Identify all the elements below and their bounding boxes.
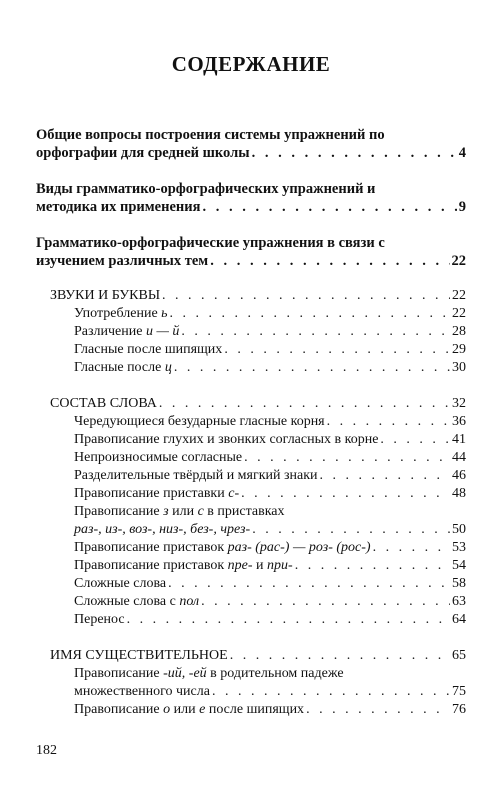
page-ref: 44 [452,450,466,465]
dot-leader [380,431,450,449]
dot-leader [252,521,450,539]
toc-item[interactable]: Непроизносимые согласные . . . 44 [74,449,466,467]
dot-leader [224,341,450,359]
page-ref: 22 [452,288,466,303]
dot-leader [373,539,450,557]
toc-item[interactable]: Перенос . . . 64 [74,611,466,629]
page-ref: 63 [452,594,466,609]
page-ref: 58 [452,576,466,591]
toc-item[interactable]: Чередующиеся безударные гласные корня . . . 36 [74,413,466,431]
page-ref: 29 [452,342,466,357]
page-ref: 41 [452,432,466,447]
toc-part-sounds[interactable] [50,287,466,305]
dot-leader [320,467,450,485]
page-ref: 48 [452,486,466,501]
toc-part-label: ИМЯ СУЩЕСТВИТЕЛЬНОЕ [50,648,228,663]
toc-part-composition[interactable] [50,395,466,413]
page-ref: 4 [458,145,466,161]
toc-section-general[interactable] [36,126,466,162]
dot-leader [327,413,450,431]
toc-section-topics[interactable] [36,234,466,270]
toc-section-types[interactable] [36,180,466,216]
page-number: 182 [36,743,57,758]
toc-section-text-line1: Грамматико-орфографические упражнения в связи с [36,235,385,251]
toc-item[interactable]: Гласные после шипящих . . . 29 [74,341,466,359]
toc-section-line2 [36,144,466,162]
toc-item[interactable]: Правописание приставок раз- (рас-) — роз- (рос-) . . . 53 [74,539,466,557]
dot-leader [159,395,450,413]
toc-item[interactable]: Правописание глухих и звонких согласных в корне . . . 41 [74,431,466,449]
dot-leader [127,611,450,629]
page-ref: 22 [451,253,466,269]
page-ref: 36 [452,414,466,429]
toc-item-two-line[interactable]: Правописание -ий, -ей в родительном падеже множественного числа . . . 75 [74,665,466,701]
toc-item[interactable]: Гласные после ц . . . 30 [74,359,466,377]
toc-section-line2 [36,252,466,270]
page-ref: 46 [452,468,466,483]
toc-item[interactable]: Разделительные твёрдый и мягкий знаки . . . 46 [74,467,466,485]
toc-item[interactable]: Различение и — й . . . 28 [74,323,466,341]
dot-leader [170,305,450,323]
page-ref: 75 [452,684,466,699]
page-ref: 30 [452,360,466,375]
toc-section-text-line2: орфографии для средней школы [36,145,250,161]
dot-leader [181,323,450,341]
dot-leader [230,647,450,665]
toc-item[interactable]: Употребление ь . . . 22 [74,305,466,323]
toc-part-label: ЗВУКИ И БУКВЫ [50,288,161,303]
toc-part-label: СОСТАВ СЛОВА [50,396,157,411]
dot-leader [201,593,450,611]
toc-section-text-line2: изучением различных тем [36,253,209,269]
dot-leader [212,683,450,701]
page-ref: 9 [458,199,466,215]
toc-item-two-line[interactable]: Правописание з или с в приставках раз-, из-, воз-, низ-, без-, чрез- . . . 50 [74,503,466,539]
page-ref: 32 [452,396,466,411]
dot-leader [306,701,450,719]
toc-item[interactable]: Сложные слова . . . 58 [74,575,466,593]
toc-section-text-line2: методика их применения [36,199,201,215]
dot-leader [295,557,450,575]
page-ref: 54 [452,558,466,573]
toc-section-text-line1: Виды грамматико-орфографических упражнений и [36,181,376,197]
toc-section-text-line1: Общие вопросы построения системы упражнений по [36,127,385,143]
dot-leader [162,287,450,305]
page-title: СОДЕРЖАНИЕ [171,52,331,76]
dot-leader [168,575,450,593]
dot-leader [210,252,449,270]
toc-item[interactable]: Правописание о или е после шипящих . . . 76 [74,701,466,719]
toc-part-noun[interactable] [50,647,466,665]
dot-leader [202,198,456,216]
page-ref: 65 [452,648,466,663]
toc-item[interactable]: Сложные слова с пол . . . 63 [74,593,466,611]
page-ref: 22 [452,306,466,321]
dot-leader [244,449,450,467]
page-ref: 76 [452,702,466,717]
page-ref: 53 [452,540,466,555]
toc-item[interactable]: Правописание приставки с- . . . 48 [74,485,466,503]
page-ref: 50 [452,522,466,537]
toc-item[interactable]: Правописание приставок пре- и при- . . . 54 [74,557,466,575]
dot-leader [252,144,457,162]
page-ref: 64 [452,612,466,627]
page-ref: 28 [452,324,466,339]
toc-section-line2 [36,198,466,216]
dot-leader [174,359,450,377]
dot-leader [241,485,450,503]
